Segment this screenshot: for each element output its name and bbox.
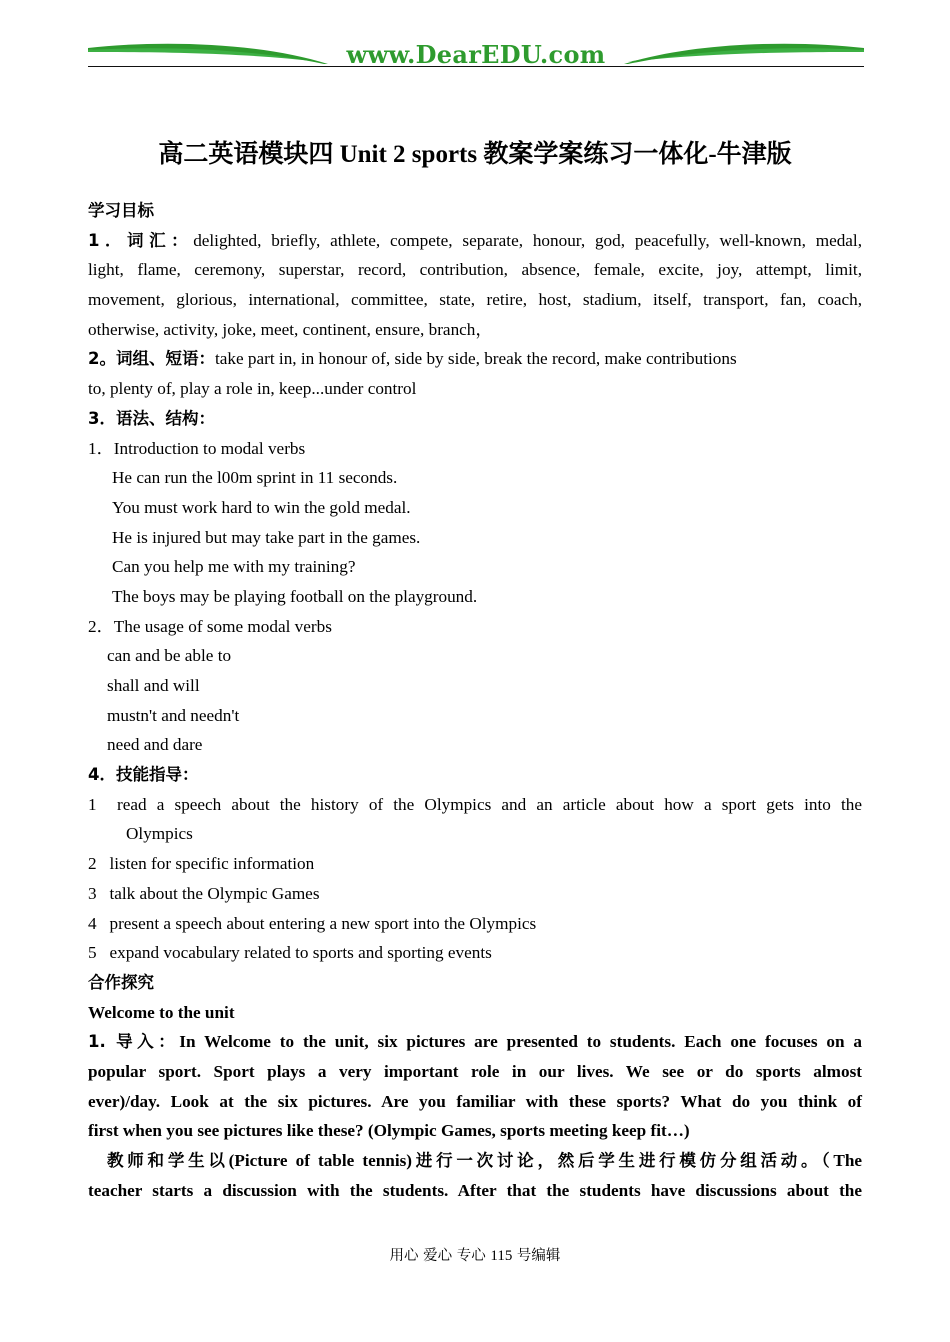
intro-text-1: In Welcome to the unit, six pictures are presented to students. Each one focuses on a: [179, 1032, 862, 1052]
intro-label: 1. 导入：: [88, 1032, 180, 1052]
example-sentence: The boys may be playing football on the playground.: [112, 586, 478, 606]
vocab-line-2: light, flame, ceremony, superstar, record, contribution, absence, female, excite, joy, attempt, limit,: [88, 260, 862, 280]
goals-heading: 学习目标: [88, 201, 154, 220]
header-divider: [88, 66, 864, 67]
usage-item: can and be able to: [107, 646, 232, 666]
example-sentence: He can run the l00m sprint in 11 seconds.: [112, 468, 398, 488]
usage-item: need and dare: [107, 735, 203, 755]
coop-heading: 合作探究: [88, 972, 154, 992]
grammar-label: 3．语法、结构：: [88, 408, 215, 428]
discussion-line-1: [88, 1146, 862, 1176]
skill-item-1: [88, 790, 862, 820]
intro-line-1: [88, 1027, 862, 1057]
skills-label: 4．技能指导：: [88, 765, 199, 785]
skill-item-4: 4 present a speech about entering a new sport into the Olympics: [88, 913, 537, 933]
discussion-line-2: teacher starts a discussion with the students. After that the students have discussions about the: [88, 1180, 862, 1200]
phrase-text-1: take part in, in honour of, side by side, break the record, make contributions: [214, 349, 737, 369]
footer-number: 115: [490, 1248, 513, 1264]
grammar-item-2: 2．The usage of some modal verbs: [88, 616, 332, 636]
skill-item-3: 3 talk about the Olympic Games: [88, 883, 320, 903]
intro-line-3: ever)/day. Look at the six pictures. Are you familiar with these sports? What do you think of: [88, 1091, 862, 1111]
usage-item: shall and will: [107, 676, 200, 695]
vocab-line-1: [88, 226, 862, 256]
discussion-en-2: The: [833, 1151, 863, 1170]
footer-text-cn-2: 号编辑: [512, 1248, 561, 1264]
skill-number: 1: [88, 794, 97, 814]
grammar-item-1: 1．Introduction to modal verbs: [88, 438, 306, 458]
intro-line-2: popular sport. Sport plays a very important role in our lives. We see or do sports almost: [88, 1061, 862, 1081]
skill-item-2: 2 listen for specific information: [88, 854, 315, 874]
document-title: 高二英语模块四 Unit 2 sports 教案学案练习一体化-牛津版: [158, 141, 792, 168]
discussion-en-1: (Picture of table tennis): [228, 1151, 413, 1170]
skill-text-1: read a speech about the history of the Olympics and an article about how a sport gets into the: [117, 794, 862, 814]
footer-text-cn: 用心 爱心 专心: [389, 1248, 491, 1264]
vocab-line-4: otherwise, activity, joke, meet, continent, ensure, branch，: [88, 319, 493, 339]
document-body: [88, 196, 862, 1205]
phrase-line-1: [88, 344, 862, 374]
skill-item-1-cont: Olympics: [126, 824, 193, 844]
site-url-logo: www.DearEDU.com: [346, 40, 606, 69]
phrase-label: 2。词组、短语：: [88, 349, 215, 369]
vocab-text-1: delighted, briefly, athlete, compete, separate, honour, god, peacefully, well-known, medal,: [193, 230, 862, 250]
intro-line-4: first when you see pictures like these? (Olympic Games, sports meeting keep fit…): [88, 1121, 690, 1141]
phrase-line-2: to, plenty of, play a role in, keep...under control: [88, 379, 417, 399]
welcome-heading: Welcome to the unit: [88, 1002, 235, 1022]
vocab-line-3: movement, glorious, international, committee, state, retire, host, stadium, itself, transport, fan, coach,: [88, 290, 862, 310]
usage-item: mustn't and needn't: [107, 705, 240, 725]
page-footer: [0, 1244, 950, 1265]
vocab-label: 1．词汇：: [88, 230, 194, 250]
skill-item-5: 5 expand vocabulary related to sports and sporting events: [88, 943, 492, 963]
discussion-cn-1: 教师和学生以: [107, 1151, 229, 1170]
example-sentence: He is injured but may take part in the games.: [112, 527, 421, 547]
discussion-cn-2: 进行一次讨论，然后学生进行模仿分组活动。（: [412, 1151, 834, 1170]
example-sentence: You must work hard to win the gold medal.: [112, 497, 411, 517]
example-sentence: Can you help me with my training?: [112, 557, 356, 577]
